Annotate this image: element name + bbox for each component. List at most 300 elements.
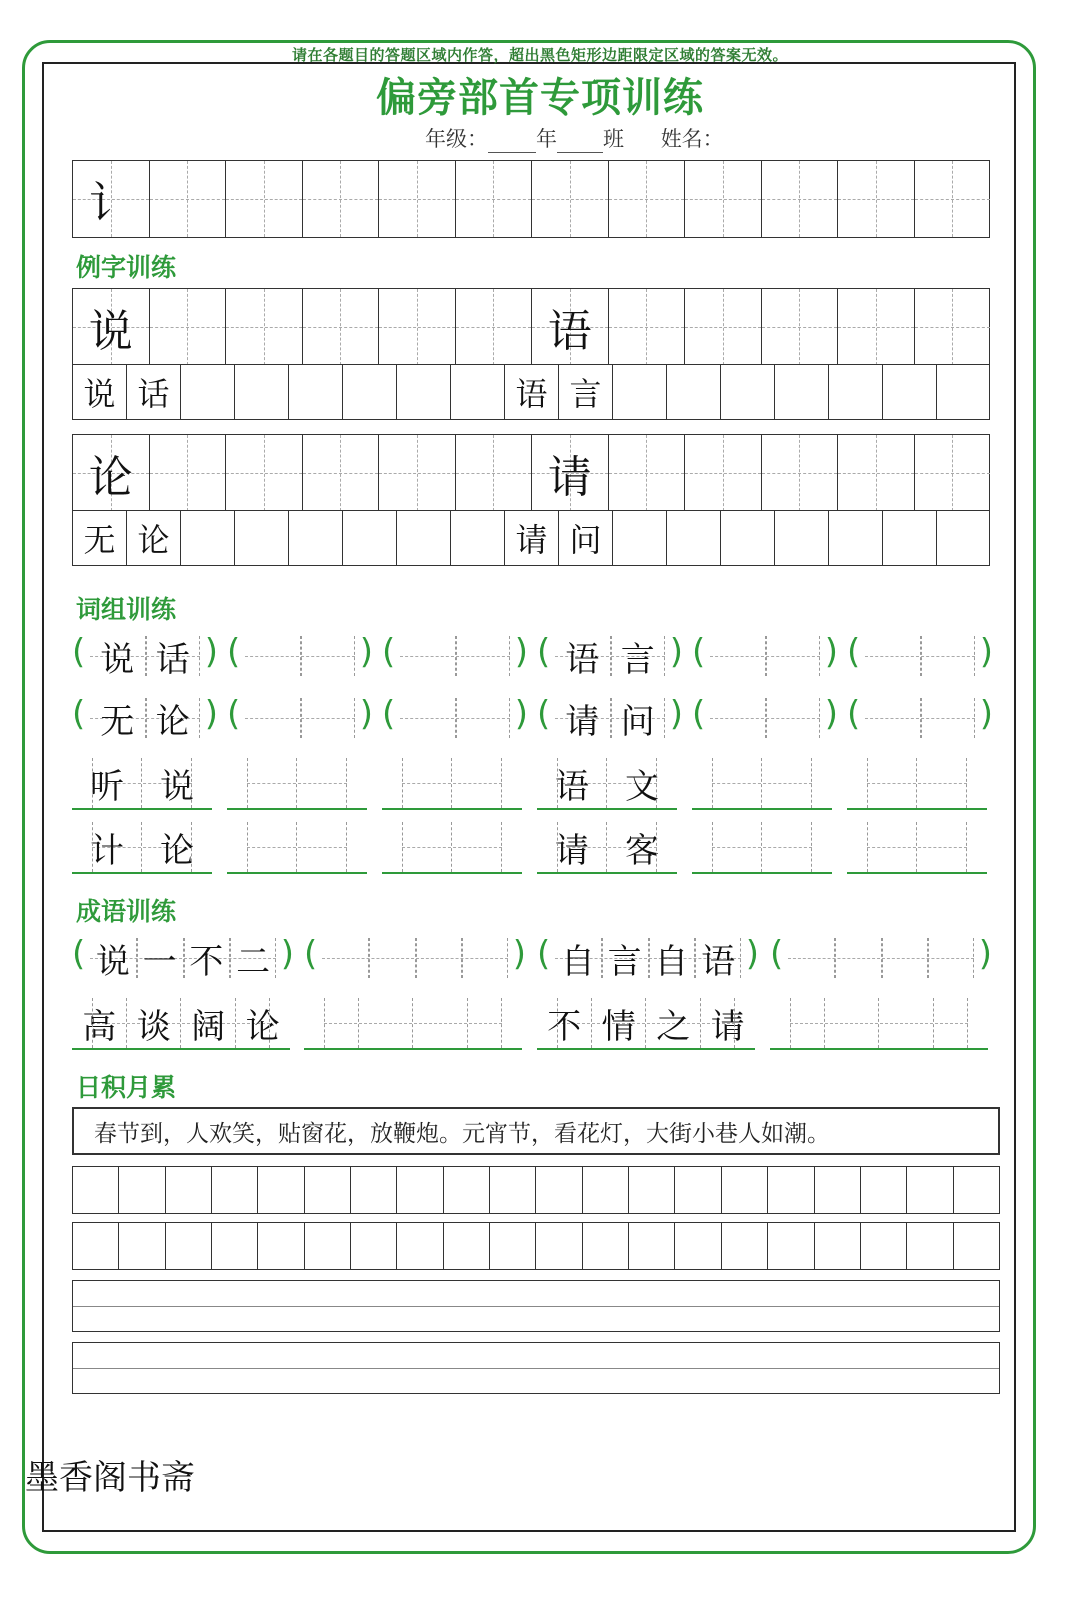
- idiom-char-slot: [834, 938, 881, 978]
- idiom-char-slot: 二: [229, 938, 276, 978]
- left-paren: (: [537, 694, 551, 734]
- idiom-bracket: [537, 930, 759, 986]
- tracing-cell[interactable]: [303, 161, 380, 237]
- tracing-cell[interactable]: [379, 161, 456, 237]
- phrase-char-slot: [382, 822, 452, 872]
- word-char-cell: [127, 511, 181, 565]
- phrase-underline[interactable]: [692, 758, 832, 810]
- phrase-bracket[interactable]: [227, 690, 373, 746]
- phrase-char-slot: [455, 698, 511, 738]
- tracing-cell[interactable]: [762, 435, 839, 511]
- idiom-char-slot: 言: [601, 938, 648, 978]
- tracing-cell[interactable]: [532, 161, 609, 237]
- writing-cell[interactable]: [768, 1223, 814, 1269]
- phrase-char-slot: [300, 698, 356, 738]
- tracing-cell[interactable]: [150, 435, 227, 511]
- idiom-char-slot: 自: [648, 938, 695, 978]
- writing-cell[interactable]: [119, 1223, 165, 1269]
- practice-char: 言: [569, 375, 602, 413]
- practice-char: 语: [547, 306, 592, 357]
- tracing-cell[interactable]: [762, 289, 839, 365]
- word-practice-cell[interactable]: [289, 511, 343, 565]
- idiom-underline[interactable]: [770, 998, 988, 1050]
- writing-cell[interactable]: [351, 1223, 397, 1269]
- left-paren: (: [537, 632, 551, 672]
- phrase-char-slot: 客: [607, 822, 677, 872]
- phrase-box: [865, 636, 975, 676]
- tracing-cell[interactable]: [685, 435, 762, 511]
- writing-cell[interactable]: [536, 1167, 582, 1213]
- student-info: [425, 123, 724, 153]
- practice-char: 话: [137, 375, 170, 413]
- word-practice-cell[interactable]: [937, 511, 988, 565]
- right-paren: ): [824, 632, 838, 672]
- phrase-box: [710, 636, 820, 676]
- tracing-cell[interactable]: [762, 161, 839, 237]
- section-example-title: 例字训练: [76, 253, 177, 282]
- word-practice-cell[interactable]: [775, 511, 829, 565]
- word-char-cell: [505, 511, 559, 565]
- phrase-underline[interactable]: [847, 822, 987, 874]
- phrase-char-slot: 无: [100, 701, 135, 742]
- phrase-bracket: [537, 690, 683, 746]
- left-paren: (: [227, 694, 241, 734]
- phrase-char-slot: [452, 822, 522, 872]
- radical-model-cell: [73, 161, 150, 237]
- word-practice-cell[interactable]: [343, 365, 397, 419]
- section-daily-title: 日积月累: [76, 1073, 177, 1102]
- example-big-row-1: [72, 288, 990, 366]
- right-paren: ): [359, 694, 373, 734]
- phrase-char-slot: [762, 822, 832, 872]
- idiom-char-slot: [368, 938, 415, 978]
- word-practice-cell[interactable]: [937, 365, 988, 419]
- right-paren: ): [359, 632, 373, 672]
- left-paren: (: [692, 632, 706, 672]
- tracing-cell[interactable]: [226, 161, 303, 237]
- writing-lines-2[interactable]: [72, 1342, 1000, 1394]
- phrase-box: [245, 636, 355, 676]
- tracing-cell[interactable]: [379, 435, 456, 511]
- practice-char: 说: [83, 375, 116, 413]
- phrase-box: [400, 636, 510, 676]
- tracing-cell[interactable]: [915, 435, 990, 511]
- tracing-cell[interactable]: [685, 289, 762, 365]
- writing-cell[interactable]: [629, 1223, 675, 1269]
- idiom-box: [322, 938, 508, 978]
- word-practice-cell[interactable]: [883, 511, 937, 565]
- phrase-char-slot: 问: [610, 698, 666, 738]
- phrase-char-slot: 请: [537, 822, 607, 872]
- phrase-char-slot: [297, 758, 367, 808]
- phrase-char-slot: [710, 636, 765, 676]
- idiom-char-slot: 情: [592, 998, 647, 1048]
- tracing-cell[interactable]: [150, 289, 227, 365]
- tracing-cell[interactable]: [838, 289, 915, 365]
- idiom-char-slot: 不: [537, 998, 592, 1048]
- phrase-char-slot: [452, 758, 522, 808]
- tracing-cell[interactable]: [226, 435, 303, 511]
- tracing-cell[interactable]: [379, 289, 456, 365]
- idiom-char-slot: [927, 938, 974, 978]
- writing-cell[interactable]: [907, 1223, 953, 1269]
- word-practice-cell[interactable]: [613, 511, 667, 565]
- phrase-bracket[interactable]: [382, 690, 528, 746]
- model-char-cell: [532, 289, 609, 365]
- phrase-underline: [537, 822, 677, 874]
- phrase-underline[interactable]: [382, 758, 522, 810]
- phrase-char-slot: [762, 758, 832, 808]
- phrase-bracket: [72, 690, 218, 746]
- phrase-box: [245, 698, 355, 738]
- phrase-bracket[interactable]: [692, 690, 838, 746]
- right-paren: ): [512, 934, 526, 974]
- right-paren: ): [204, 694, 218, 734]
- writing-cell[interactable]: [815, 1167, 861, 1213]
- left-paren: (: [692, 694, 706, 734]
- writing-cell[interactable]: [583, 1223, 629, 1269]
- model-char-cell: [73, 435, 150, 511]
- phrase-char-slot: [710, 698, 765, 738]
- phrase-underline: [72, 758, 212, 810]
- daily-sentence: 春节到，人欢笑，贴窗花，放鞭炮。元宵节，看花灯，大街小巷人如潮。: [72, 1107, 1000, 1155]
- phrase-char-slot: [692, 822, 762, 872]
- right-paren: ): [745, 934, 759, 974]
- writing-cell[interactable]: [258, 1167, 304, 1213]
- grade-blank[interactable]: [488, 134, 536, 153]
- tracing-cell[interactable]: [226, 289, 303, 365]
- phrase-char-slot: 请: [565, 701, 600, 742]
- writing-cell[interactable]: [768, 1167, 814, 1213]
- writing-cell[interactable]: [954, 1223, 999, 1269]
- left-paren: (: [72, 694, 86, 734]
- idiom-char-slot: 之: [646, 998, 701, 1048]
- practice-char: 问: [569, 521, 602, 559]
- word-practice-cell[interactable]: [613, 365, 667, 419]
- writing-cell[interactable]: [119, 1167, 165, 1213]
- phrase-box: [865, 698, 975, 738]
- phrase-char-slot: [455, 636, 511, 676]
- left-paren: (: [537, 934, 551, 974]
- left-paren: (: [382, 632, 396, 672]
- writing-cell[interactable]: [722, 1167, 768, 1213]
- idiom-char-slot: 高: [72, 998, 127, 1048]
- idiom-box: [90, 938, 276, 982]
- idiom-char-slot: 论: [236, 998, 291, 1048]
- idiom-bracket[interactable]: [770, 930, 992, 986]
- phrase-char-slot: 论: [142, 822, 212, 872]
- phrase-char-slot: [692, 758, 762, 808]
- word-char-cell: [559, 511, 613, 565]
- idiom-char-slot: 自: [560, 941, 595, 982]
- word-practice-cell[interactable]: [667, 365, 721, 419]
- phrase-bracket[interactable]: [227, 628, 373, 684]
- phrase-char-slot: 语: [537, 758, 607, 808]
- writing-cell[interactable]: [305, 1223, 351, 1269]
- tracing-cell[interactable]: [456, 161, 533, 237]
- idiom-box: [555, 938, 741, 982]
- model-char-cell: [73, 289, 150, 365]
- writing-cell[interactable]: [73, 1223, 119, 1269]
- grade-label: 年级：: [425, 127, 488, 151]
- phrase-char-slot: [920, 636, 976, 676]
- phrase-box: [90, 698, 200, 742]
- phrase-char-slot: [765, 698, 821, 738]
- class-label: 班: [603, 127, 624, 151]
- tracing-cell[interactable]: [609, 161, 686, 237]
- phrase-box: [90, 636, 200, 680]
- watermark: 墨香阁书斋: [25, 1458, 195, 1498]
- right-paren: ): [280, 934, 294, 974]
- tracing-cell[interactable]: [303, 289, 380, 365]
- word-practice-cell[interactable]: [235, 511, 289, 565]
- writing-cell[interactable]: [675, 1223, 721, 1269]
- phrase-char-slot: [917, 758, 987, 808]
- idiom-char-slot: [881, 938, 928, 978]
- word-practice-cell[interactable]: [181, 511, 235, 565]
- phrase-char-slot: 文: [607, 758, 677, 808]
- writing-cell[interactable]: [212, 1223, 258, 1269]
- idiom-char-slot: [304, 998, 359, 1048]
- practice-char: 论: [88, 452, 133, 503]
- word-practice-cell[interactable]: [235, 365, 289, 419]
- class-blank[interactable]: [557, 134, 603, 153]
- answer-notice: 请在各题目的答题区域内作答，超出黑色矩形边距限定区域的答案无效。: [291, 46, 788, 64]
- idiom-char-slot: [415, 938, 462, 978]
- left-paren: (: [847, 632, 861, 672]
- writing-grid-row-1[interactable]: [72, 1166, 1000, 1214]
- phrase-char-slot: 语: [565, 639, 600, 680]
- name-label: 姓名：: [660, 127, 724, 151]
- phrase-bracket: [537, 628, 683, 684]
- practice-char: 讠: [88, 178, 133, 229]
- idiom-bracket[interactable]: [304, 930, 526, 986]
- phrase-box: [555, 698, 665, 742]
- practice-char: 请: [515, 521, 548, 559]
- left-paren: (: [72, 934, 86, 974]
- phrase-box: [710, 698, 820, 738]
- phrase-char-slot: [917, 822, 987, 872]
- idiom-char-slot: 语: [694, 938, 741, 978]
- writing-cell[interactable]: [583, 1167, 629, 1213]
- tracing-cell[interactable]: [456, 435, 533, 511]
- idiom-char-slot: [934, 998, 989, 1048]
- right-paren: ): [824, 694, 838, 734]
- practice-char: 说: [88, 306, 133, 357]
- writing-cell[interactable]: [536, 1223, 582, 1269]
- word-practice-cell[interactable]: [289, 365, 343, 419]
- writing-cell[interactable]: [675, 1167, 721, 1213]
- phrase-char-slot: 说: [100, 639, 135, 680]
- idiom-char-slot: 谈: [127, 998, 182, 1048]
- right-paren: ): [514, 632, 528, 672]
- word-practice-cell[interactable]: [883, 365, 937, 419]
- phrase-char-slot: [227, 758, 297, 808]
- page-title: 偏旁部首专项训练: [376, 74, 704, 121]
- idiom-char-slot: 不: [183, 938, 230, 978]
- phrase-char-slot: [297, 822, 367, 872]
- phrase-underline[interactable]: [227, 758, 367, 810]
- word-practice-cell[interactable]: [667, 511, 721, 565]
- phrase-char-slot: 话: [145, 636, 201, 676]
- radical-practice-row: [72, 160, 990, 238]
- idiom-bracket: [72, 930, 294, 986]
- phrase-underline: [537, 758, 677, 810]
- phrase-char-slot: 计: [72, 822, 142, 872]
- right-paren: ): [978, 934, 992, 974]
- tracing-cell[interactable]: [838, 161, 915, 237]
- word-practice-cell[interactable]: [829, 511, 883, 565]
- phrase-char-slot: [400, 698, 455, 738]
- phrase-box: [400, 698, 510, 738]
- tracing-cell[interactable]: [303, 435, 380, 511]
- phrase-box: [555, 636, 665, 680]
- year-label: 年: [536, 127, 557, 151]
- word-practice-cell[interactable]: [397, 511, 451, 565]
- writing-cell[interactable]: [490, 1167, 536, 1213]
- word-char-cell: [73, 365, 127, 419]
- left-paren: (: [847, 694, 861, 734]
- word-practice-cell[interactable]: [181, 365, 235, 419]
- word-practice-cell[interactable]: [397, 365, 451, 419]
- practice-char: 语: [515, 375, 548, 413]
- writing-cell[interactable]: [861, 1223, 907, 1269]
- phrase-char-slot: [920, 698, 976, 738]
- tracing-cell[interactable]: [456, 289, 533, 365]
- phrase-underline[interactable]: [847, 758, 987, 810]
- phrase-char-slot: [300, 636, 356, 676]
- phrase-char-slot: [865, 698, 920, 738]
- idiom-char-slot: 请: [701, 998, 756, 1048]
- idiom-char-slot: [461, 938, 508, 978]
- phrase-char-slot: 言: [610, 636, 666, 676]
- practice-char: 请: [547, 452, 592, 503]
- right-paren: ): [204, 632, 218, 672]
- phrase-underline: [72, 822, 212, 874]
- word-practice-cell[interactable]: [343, 511, 397, 565]
- example-word-row-1: [72, 364, 990, 420]
- writing-cell[interactable]: [444, 1223, 490, 1269]
- writing-cell[interactable]: [444, 1167, 490, 1213]
- phrase-char-slot: [382, 758, 452, 808]
- right-paren: ): [979, 694, 993, 734]
- tracing-cell[interactable]: [915, 161, 990, 237]
- phrase-char-slot: 说: [142, 758, 212, 808]
- idiom-char-slot: 说: [95, 941, 130, 982]
- left-paren: (: [304, 934, 318, 974]
- writing-cell[interactable]: [166, 1223, 212, 1269]
- idiom-char-slot: [788, 938, 834, 978]
- writing-cell[interactable]: [166, 1167, 212, 1213]
- tracing-cell[interactable]: [685, 161, 762, 237]
- phrase-char-slot: [865, 636, 920, 676]
- phrase-bracket[interactable]: [847, 690, 993, 746]
- idiom-char-slot: [770, 998, 825, 1048]
- tracing-cell[interactable]: [915, 289, 990, 365]
- word-practice-cell[interactable]: [721, 365, 775, 419]
- writing-cell[interactable]: [397, 1167, 443, 1213]
- left-paren: (: [770, 934, 784, 974]
- phrase-bracket[interactable]: [847, 628, 993, 684]
- word-practice-cell[interactable]: [451, 511, 505, 565]
- tracing-cell[interactable]: [150, 161, 227, 237]
- idiom-char-slot: [322, 938, 368, 978]
- writing-cell[interactable]: [351, 1167, 397, 1213]
- word-char-cell: [505, 365, 559, 419]
- writing-grid-row-2[interactable]: [72, 1222, 1000, 1270]
- left-paren: (: [72, 632, 86, 672]
- right-paren: ): [669, 632, 683, 672]
- tracing-cell[interactable]: [838, 435, 915, 511]
- practice-char: 无: [83, 521, 116, 559]
- writing-cell[interactable]: [490, 1223, 536, 1269]
- right-paren: ): [979, 632, 993, 672]
- phrase-char-slot: [400, 636, 455, 676]
- phrase-bracket: [72, 628, 218, 684]
- word-practice-cell[interactable]: [451, 365, 505, 419]
- idiom-char-slot: 阔: [181, 998, 236, 1048]
- idiom-char-slot: [879, 998, 934, 1048]
- phrase-char-slot: [227, 822, 297, 872]
- writing-cell[interactable]: [954, 1167, 999, 1213]
- phrase-char-slot: [847, 758, 917, 808]
- phrase-char-slot: [765, 636, 821, 676]
- phrase-underline[interactable]: [382, 822, 522, 874]
- word-practice-cell[interactable]: [775, 365, 829, 419]
- tracing-cell[interactable]: [609, 289, 686, 365]
- idiom-char-slot: [468, 998, 523, 1048]
- tracing-cell[interactable]: [609, 435, 686, 511]
- word-practice-cell[interactable]: [829, 365, 883, 419]
- phrase-char-slot: [245, 698, 300, 738]
- model-char-cell: [532, 435, 609, 511]
- phrase-char-slot: [245, 636, 300, 676]
- writing-cell[interactable]: [722, 1223, 768, 1269]
- phrase-char-slot: 论: [145, 698, 201, 738]
- idiom-char-slot: [359, 998, 414, 1048]
- writing-cell[interactable]: [907, 1167, 953, 1213]
- section-phrases-title: 词组训练: [76, 595, 177, 624]
- phrase-bracket[interactable]: [382, 628, 528, 684]
- idiom-box: [788, 938, 974, 978]
- phrase-bracket[interactable]: [692, 628, 838, 684]
- practice-char: 论: [137, 521, 170, 559]
- word-char-cell: [73, 511, 127, 565]
- idiom-char-slot: [825, 998, 880, 1048]
- left-paren: (: [227, 632, 241, 672]
- writing-cell[interactable]: [397, 1223, 443, 1269]
- phrase-char-slot: [847, 822, 917, 872]
- writing-cell[interactable]: [73, 1167, 119, 1213]
- idiom-underline[interactable]: [304, 998, 522, 1050]
- example-big-row-2: [72, 434, 990, 512]
- writing-cell[interactable]: [815, 1223, 861, 1269]
- example-word-row-2: [72, 510, 990, 566]
- writing-cell[interactable]: [305, 1167, 351, 1213]
- writing-cell[interactable]: [629, 1167, 675, 1213]
- phrase-underline[interactable]: [227, 822, 367, 874]
- writing-cell[interactable]: [258, 1223, 304, 1269]
- word-practice-cell[interactable]: [721, 511, 775, 565]
- writing-lines-1[interactable]: [72, 1280, 1000, 1332]
- writing-cell[interactable]: [861, 1167, 907, 1213]
- writing-cell[interactable]: [212, 1167, 258, 1213]
- left-paren: (: [382, 694, 396, 734]
- section-idioms-title: 成语训练: [76, 897, 177, 926]
- phrase-underline[interactable]: [692, 822, 832, 874]
- idiom-underline: [72, 998, 290, 1050]
- idiom-underline: [537, 998, 755, 1050]
